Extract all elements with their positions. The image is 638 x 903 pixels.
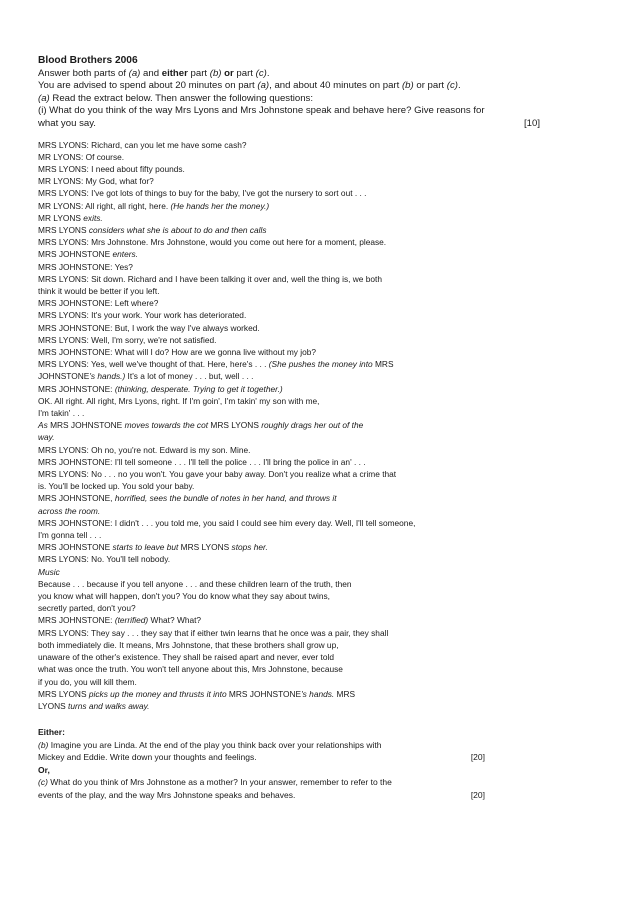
instruction-line-2: You are advised to spend about 20 minutes on part (a), and about 40 minutes on part (b) or part (c). bbox=[38, 80, 461, 92]
document-title: Blood Brothers 2006 bbox=[38, 55, 138, 66]
instructions bbox=[38, 55, 558, 131]
document-page bbox=[38, 55, 558, 802]
instruction-line-3: (a) Read the extract below. Then answer the following questions: bbox=[38, 92, 314, 104]
extract-line: MR LYONS exits. bbox=[38, 212, 103, 223]
extract-line: MRS JOHNSTONE: What will I do? How are we gonna live without my job? bbox=[38, 347, 317, 358]
extract-line: across the room. bbox=[38, 505, 101, 516]
extract-line: MRS JOHNSTONE, horrified, sees the bundle of notes in her hand, and throws it bbox=[38, 493, 337, 504]
or-heading: Or, bbox=[38, 764, 50, 775]
question-a-i: (i) What do you think of the way Mrs Lyons and Mrs Johnstone speak and behave here? Give reasons for bbox=[38, 105, 485, 117]
extract-line: MRS JOHNSTONE enters. bbox=[38, 249, 138, 260]
extract-line: MRS LYONS: I need about fifty pounds. bbox=[38, 163, 185, 174]
extract-line: MRS LYONS picks up the money and thrusts it into MRS JOHNSTONE's hands. MRS bbox=[38, 688, 356, 699]
extract-line: Because . . . because if you tell anyone . . . and these children learn of the truth, then bbox=[38, 578, 352, 589]
extract-line: OK. All right. All right, Mrs Lyons, right. If I'm goin', I'm takin' my son with me, bbox=[38, 395, 320, 406]
marks-label: [20] bbox=[470, 790, 485, 801]
extract-line: MR LYONS: My God, what for? bbox=[38, 176, 154, 187]
extract-line: MRS LYONS: No . . . no you won't. You gave your baby away. Don't you realize what a crime that bbox=[38, 469, 397, 480]
extract-line: you know what will happen, don't you? You do know what they say about twins, bbox=[38, 591, 330, 602]
extract-line: MRS LYONS: Well, I'm sorry, we're not satisfied. bbox=[38, 334, 217, 345]
extract-line: MRS LYONS: I've got lots of things to buy for the baby, I've got the nursery to sort out . . . bbox=[38, 188, 367, 199]
extract-line: MR LYONS: All right, all right, here. (He hands her the money.) bbox=[38, 200, 270, 211]
extract-line: I'm takin' . . . bbox=[38, 408, 85, 419]
extract-line: MRS LYONS: Mrs Johnstone. Mrs Johnstone, would you come out here for a moment, please. bbox=[38, 237, 387, 248]
extract-line: MRS LYONS: Oh no, you're not. Edward is my son. Mine. bbox=[38, 444, 251, 455]
extract-line: Music bbox=[38, 566, 60, 577]
either-heading: Either: bbox=[38, 727, 65, 738]
extract-line: MRS LYONS: No. You'll tell nobody. bbox=[38, 554, 171, 565]
question-a-i-end: what you say. [10] bbox=[38, 117, 540, 129]
question-b-end: Mickey and Eddie. Write down your thoughts and feelings. [20] bbox=[38, 752, 485, 763]
extract-line: is. You'll be locked up. You sold your baby. bbox=[38, 481, 195, 492]
extract-line: unaware of the other's existence. They shall be raised apart and never, ever told bbox=[38, 652, 334, 663]
extract-line: MRS JOHNSTONE: I didn't . . . you told me, you said I could see him every day. Well, I'll tell someone, bbox=[38, 517, 416, 528]
extract-line: MRS LYONS: Richard, can you let me have some cash? bbox=[38, 139, 247, 150]
question-b: (b) Imagine you are Linda. At the end of the play you think back over your relationships with bbox=[38, 739, 382, 750]
extract-line: MRS LYONS: Yes, well we've thought of that. Here, here's . . . (She pushes the money into MRS bbox=[38, 359, 394, 370]
extract-line: what was once the truth. You won't tell anyone about this, Mrs Johnstone, because bbox=[38, 664, 343, 675]
extract-line: MRS LYONS: It's your work. Your work has deteriorated. bbox=[38, 310, 247, 321]
extract-line: MRS JOHNSTONE: (thinking, desperate. Trying to get it together.) bbox=[38, 383, 283, 394]
extract-line: MRS JOHNSTONE: But, I work the way I've always worked. bbox=[38, 322, 260, 333]
extract-line: I'm gonna tell . . . bbox=[38, 530, 102, 541]
extract-line: MRS LYONS: Sit down. Richard and I have been talking it over and, well the thing is, we both bbox=[38, 273, 382, 284]
marks-label: [20] bbox=[470, 752, 485, 763]
instruction-line-1: Answer both parts of (a) and either part (b) or part (c). bbox=[38, 67, 270, 79]
question-c: (c) What do you think of Mrs Johnstone as a mother? In your answer, remember to refer to the bbox=[38, 777, 392, 788]
optional-questions bbox=[38, 726, 558, 802]
marks-label: [10] bbox=[523, 117, 540, 129]
extract-line: MRS JOHNSTONE: (terrified) What? What? bbox=[38, 615, 202, 626]
extract-line: MRS LYONS: They say . . . they say that if either twin learns that he once was a pair, they shall bbox=[38, 627, 389, 638]
extract-line: think it would be better if you left. bbox=[38, 286, 160, 296]
play-extract bbox=[38, 139, 558, 713]
extract-line: As MRS JOHNSTONE moves towards the cot MRS LYONS roughly drags her out of the bbox=[38, 420, 364, 431]
extract-line: way. bbox=[38, 432, 55, 443]
extract-line: LYONS turns and walks away. bbox=[38, 700, 150, 711]
question-c-end: events of the play, and the way Mrs Johnstone speaks and behaves. [20] bbox=[38, 790, 485, 801]
extract-line: secretly parted, don't you? bbox=[38, 603, 136, 614]
extract-line: MRS LYONS considers what she is about to do and then calls bbox=[38, 224, 267, 235]
extract-line: MRS JOHNSTONE: I'll tell someone . . . I'll tell the police . . . I'll bring the police in an' . . . bbox=[38, 456, 366, 467]
extract-line: MR LYONS: Of course. bbox=[38, 151, 125, 162]
extract-line: MRS JOHNSTONE: Yes? bbox=[38, 261, 133, 272]
extract-line: MRS JOHNSTONE starts to leave but MRS LYONS stops her. bbox=[38, 542, 268, 553]
extract-line: JOHNSTONE's hands.) It's a lot of money . . . but, well . . . bbox=[38, 371, 254, 382]
extract-line: MRS JOHNSTONE: Left where? bbox=[38, 298, 159, 309]
extract-line: both immediately die. It means, Mrs Johnstone, that these brothers shall grow up, bbox=[38, 639, 339, 650]
extract-line: if you do, you will kill them. bbox=[38, 676, 137, 687]
